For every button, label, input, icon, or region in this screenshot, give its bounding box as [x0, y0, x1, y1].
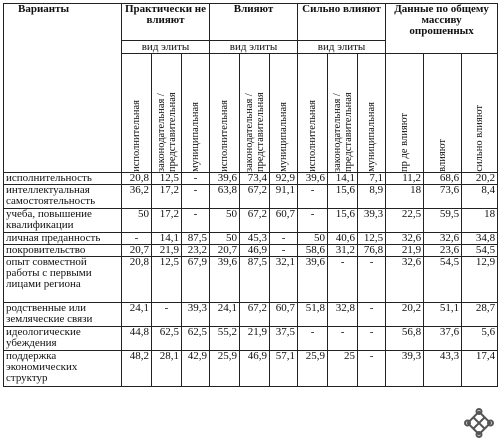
table-cell: 67,9 [182, 257, 210, 303]
table-cell: 21,9 [152, 245, 182, 257]
table-cell: 51,1 [424, 303, 462, 327]
table-cell: 25,9 [210, 351, 240, 387]
col-overall-strong-influence: сильно влияют [462, 54, 498, 173]
table-cell: 39,6 [210, 257, 240, 303]
subheader-elite-type-3: вид элиты [298, 41, 386, 54]
table-cell: 60,7 [270, 209, 298, 233]
table-cell: 24,1 [122, 303, 152, 327]
table-cell: 76,8 [358, 245, 386, 257]
table-cell: 39,3 [386, 351, 424, 387]
table-cell: 12,5 [152, 173, 182, 185]
table-cell: - [270, 233, 298, 245]
table-cell: 32,6 [424, 233, 462, 245]
table-cell: 59,5 [424, 209, 462, 233]
col-legislative-3: законодательная / представительная [328, 54, 358, 173]
table-cell: 32,1 [270, 257, 298, 303]
table-cell: 36,2 [122, 185, 152, 209]
table-cell: 39,3 [182, 303, 210, 327]
table-cell: 7,1 [358, 173, 386, 185]
table-row [4, 173, 498, 185]
subheader-elite-type-2: вид элиты [210, 41, 298, 54]
table-cell: 25,9 [298, 351, 328, 387]
table-cell: 91,1 [270, 185, 298, 209]
table-cell: 40,6 [328, 233, 358, 245]
table-cell: 50 [210, 209, 240, 233]
table-row [4, 245, 498, 257]
table-cell: 22,5 [386, 209, 424, 233]
table-cell: 68,6 [424, 173, 462, 185]
row-label: идеологические убеждения [4, 327, 122, 351]
row-label: покровительство [4, 245, 122, 257]
group-header-strong-influence: Сильно влияют [298, 4, 386, 41]
row-label: родственные или земляческие связи [4, 303, 122, 327]
table-cell: 17,2 [152, 209, 182, 233]
subheader-elite-type-1: вид элиты [122, 41, 210, 54]
table-row [4, 327, 498, 351]
col-overall-influence: влияют [424, 54, 462, 173]
table-cell: 54,5 [424, 257, 462, 303]
table-cell: 20,2 [462, 173, 498, 185]
table-cell: 39,6 [210, 173, 240, 185]
col-municipal-1: муниципальная [182, 54, 210, 173]
table-cell: 21,9 [240, 327, 270, 351]
table-cell: - [122, 233, 152, 245]
table-cell: 51,8 [298, 303, 328, 327]
col-executive-3: исполнительная [298, 54, 328, 173]
table-cell: 63,8 [210, 185, 240, 209]
table-cell: - [182, 209, 210, 233]
table-cell: 31,2 [328, 245, 358, 257]
group-header-influence: Влияют [210, 4, 298, 41]
table-cell: - [298, 209, 328, 233]
table-cell: - [328, 257, 358, 303]
table-cell: 12,9 [462, 257, 498, 303]
table-cell: 58,6 [298, 245, 328, 257]
table-cell: 28,1 [152, 351, 182, 387]
table-cell: 32,8 [328, 303, 358, 327]
col-legislative-1: законодательная / представительная [152, 54, 182, 173]
table-cell: 54,5 [462, 245, 498, 257]
col-municipal-3: муниципальная [358, 54, 386, 173]
table-cell: - [182, 173, 210, 185]
table-cell: 67,2 [240, 185, 270, 209]
col-executive-1: исполнительная [122, 54, 152, 173]
table-cell: 20,2 [386, 303, 424, 327]
table-cell: - [270, 245, 298, 257]
table-cell: 21,9 [386, 245, 424, 257]
table-cell: 67,2 [240, 209, 270, 233]
table-cell: 46,9 [240, 245, 270, 257]
table-cell: 17,2 [152, 185, 182, 209]
table-cell: 8,4 [462, 185, 498, 209]
table-cell: 12,5 [152, 257, 182, 303]
table-cell: 32,6 [386, 233, 424, 245]
table-cell: 12,5 [358, 233, 386, 245]
col-executive-2: исполнительная [210, 54, 240, 173]
col-municipal-2: муниципальная [270, 54, 298, 173]
table-cell: 45,3 [240, 233, 270, 245]
variants-header: Варианты [4, 4, 122, 173]
table-row [4, 303, 498, 327]
table-cell: 32,6 [386, 257, 424, 303]
col-overall-no-influence: пр де влияют [386, 54, 424, 173]
table-row [4, 351, 498, 387]
table-cell: 18 [462, 209, 498, 233]
row-label: учеба, повышение квалификации [4, 209, 122, 233]
table-cell: 55,2 [210, 327, 240, 351]
table-cell: 24,1 [210, 303, 240, 327]
table-cell: 73,6 [424, 185, 462, 209]
table-cell: 87,5 [182, 233, 210, 245]
table-cell: 67,2 [240, 303, 270, 327]
table-cell: 50 [122, 209, 152, 233]
table-cell: 62,5 [152, 327, 182, 351]
table-cell: 46,9 [240, 351, 270, 387]
table-cell: 60,7 [270, 303, 298, 327]
group-header-no-influence: Практически не влияют [122, 4, 210, 41]
table-row [4, 209, 498, 233]
table-cell: 92,9 [270, 173, 298, 185]
elite-survey-table [3, 3, 498, 387]
table-cell: 17,4 [462, 351, 498, 387]
table-cell: 15,6 [328, 185, 358, 209]
table-cell: 62,5 [182, 327, 210, 351]
table-cell: 20,8 [122, 173, 152, 185]
table-cell: 25 [328, 351, 358, 387]
table-cell: 28,7 [462, 303, 498, 327]
endless-knot-logo-icon [464, 408, 494, 438]
table-cell: 23,6 [424, 245, 462, 257]
table-cell: 56,8 [386, 327, 424, 351]
table-cell: 73,4 [240, 173, 270, 185]
table-cell: 43,3 [424, 351, 462, 387]
table-cell: 23,2 [182, 245, 210, 257]
table-cell: - [358, 303, 386, 327]
table-cell: 50 [298, 233, 328, 245]
table-cell: 44,8 [122, 327, 152, 351]
table-cell: 42,9 [182, 351, 210, 387]
table-row [4, 257, 498, 303]
table-cell: - [152, 303, 182, 327]
table-cell: 39,3 [358, 209, 386, 233]
table-cell: 39,6 [298, 257, 328, 303]
table-row [4, 185, 498, 209]
table-cell: 37,6 [424, 327, 462, 351]
table-cell: 14,1 [152, 233, 182, 245]
table-cell: 15,6 [328, 209, 358, 233]
row-label: личная преданность [4, 233, 122, 245]
table-cell: 34,8 [462, 233, 498, 245]
group-header-overall: Данные по общему массиву опрошенных [386, 4, 498, 54]
table-cell: 87,5 [240, 257, 270, 303]
table-cell: 48,2 [122, 351, 152, 387]
table-cell: - [358, 351, 386, 387]
row-label: интеллектуальная самостоятельность [4, 185, 122, 209]
table-cell: - [298, 185, 328, 209]
table-cell: 11,2 [386, 173, 424, 185]
table-cell: 8,9 [358, 185, 386, 209]
col-legislative-2: законодательная / представительная [240, 54, 270, 173]
table-cell: 20,7 [122, 245, 152, 257]
table-body [4, 173, 498, 387]
table-cell: 20,8 [122, 257, 152, 303]
table-cell: - [298, 327, 328, 351]
row-label: исполнительность [4, 173, 122, 185]
results-table-container [3, 3, 498, 387]
table-cell: - [182, 185, 210, 209]
row-label: поддержка экономических структур [4, 351, 122, 387]
table-cell: 39,6 [298, 173, 328, 185]
table-cell: 14,1 [328, 173, 358, 185]
header-row-groups [4, 4, 498, 41]
table-cell: - [358, 257, 386, 303]
row-label: опыт совместной работы с первыми лицами региона [4, 257, 122, 303]
table-row [4, 233, 498, 245]
table-cell: - [358, 327, 386, 351]
table-cell: 5,6 [462, 327, 498, 351]
table-cell: 50 [210, 233, 240, 245]
table-cell: 37,5 [270, 327, 298, 351]
table-cell: 18 [386, 185, 424, 209]
table-cell: 20,7 [210, 245, 240, 257]
table-cell: - [328, 327, 358, 351]
table-cell: 57,1 [270, 351, 298, 387]
